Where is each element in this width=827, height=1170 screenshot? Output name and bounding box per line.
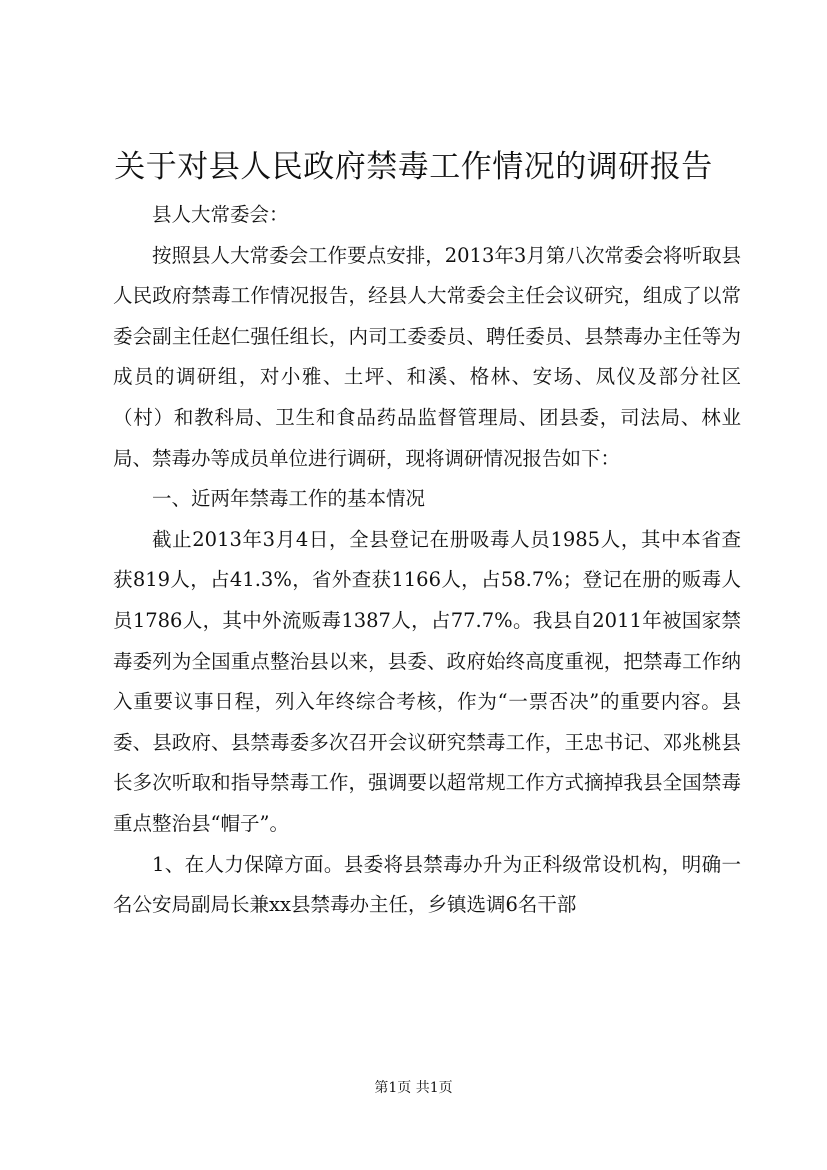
section-heading: 一、近两年禁毒工作的基本情况 <box>152 487 426 511</box>
statistics-paragraph: 截止2013年3月4日，全县登记在册吸毒人员1985人，其中本省查获819人，占41.3%，省外查获1166人，占58.7%；登记在册的贩毒人员1786人，其中外流贩毒1387人，占77.7%。我县自2011年被国家禁毒委列为全国重点整治县以来，县委、政府始终高度重视，把禁毒工作纳入重要议事日程，列入年终综合考核，作为“一票否决”的重要内容。县委、县政府、县禁毒委多次召开会议研究禁毒工作，王忠书记、邓兆桃县长多次听取和指导禁毒工作，强调要以超常规工作方式摘掉我县全国禁毒重点整治县“帽子”。 <box>113 527 741 835</box>
document-body <box>113 195 741 926</box>
intro-paragraph: 按照县人大常委会工作要点安排，2013年3月第八次常委会将听取县人民政府禁毒工作情况报告，经县人大常委会主任会议研究，组成了以常委会副主任赵仁强任组长，内司工委委员、聘任委员、县禁毒办主任等为成员的调研组，对小雅、土坪、和溪、格林、安场、凤仪及部分社区（村）和教科局、卫生和食品药品监督管理局、团县委，司法局、林业局、禁毒办等成员单位进行调研，现将调研情况报告如下： <box>113 243 741 470</box>
manpower-paragraph: 1、在人力保障方面。县委将县禁毒办升为正科级常设机构，明确一名公安局副局长兼xx县禁毒办主任，乡镇选调6名干部 <box>113 852 741 917</box>
salutation-paragraph: 县人大常委会： <box>152 203 289 226</box>
document-title: 关于对县人民政府禁毒工作情况的调研报告 <box>114 149 713 185</box>
page-footer: 第1页 共1页 <box>374 1080 453 1096</box>
